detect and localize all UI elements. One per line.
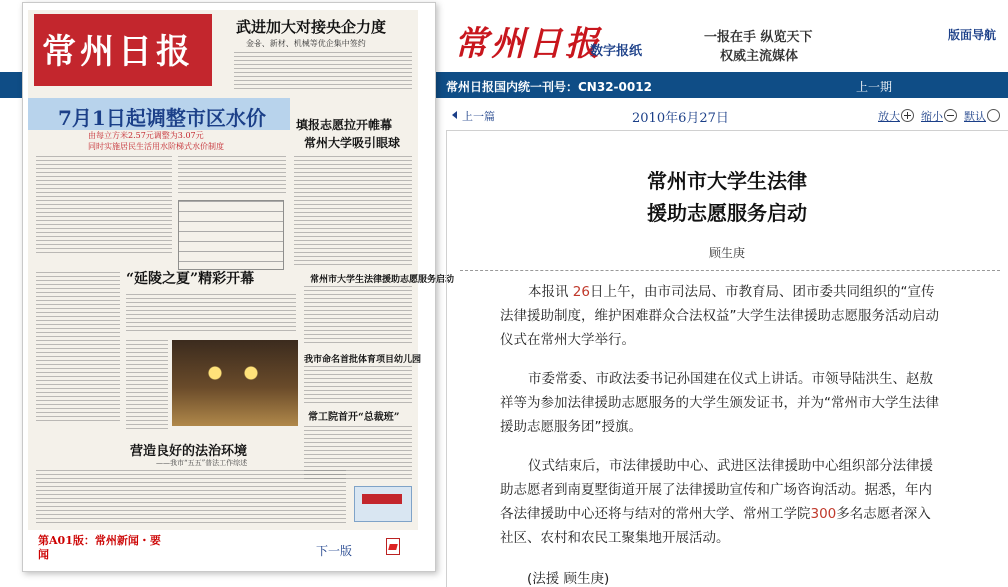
newspaper-page-image[interactable] [28,10,455,530]
thumb-text-column [36,470,346,524]
thumb-right-head3[interactable]: 常工院首开“总裁班” [308,412,400,423]
brand-subtitle: 数字报纸 [590,44,643,59]
thumb-mid-headline[interactable]: “延陵之夏”精彩开幕 [126,271,255,287]
thumb-top-sub: 金융、新材、机械等优企集中签约 [246,39,366,48]
article-author: 顾生庚 [708,246,745,260]
thumb-deck1: 由每立方米2.57元调整为3.07元 [88,131,204,140]
thumb-top-headline[interactable]: 武进加大对接央企力度 [236,18,387,36]
dashed-divider [460,270,1000,271]
layout-nav-link[interactable]: 版面导航 [948,28,997,42]
article-signature: (法援 顾生庚) [527,571,610,587]
thumb-photo-lights [188,358,278,388]
thumb-text-column [126,294,296,334]
thumb-text-column [126,340,168,430]
zoom-out-label: 缩小 [921,110,943,123]
pdf-icon[interactable] [386,538,400,555]
thumb-right-head1[interactable]: 常州市大学生法律援助志愿服务启动 [310,275,455,285]
thumb-side-head2[interactable]: 常州大学吸引眼球 [304,136,401,150]
slogan-line2: 权威主流媒体 [720,49,799,64]
article-paragraph-2 [500,367,940,439]
thumb-text-column [36,156,172,256]
prev-article-link[interactable]: 上一篇 [452,108,495,124]
thumb-text-column [304,366,412,404]
thumb-table [178,200,284,270]
prev-period-link[interactable]: 上一期 [856,80,893,94]
thumb-main-headline[interactable]: 7月1日起调整市区水价 [58,106,266,130]
para1-number: 26 [572,284,590,300]
para2-text: 市委常委、市政法委书记孙国建在仪式上讲话。市领导陆洪生、赵敖祥等为参加法律援助志愿服务的大学生颁发证书，并为“常州市大学生法律援助志愿服务团”授旗。 [500,371,939,435]
slogan-line1: 一报在手 纵览天下 [704,30,813,45]
thumb-side-head1[interactable]: 填报志愿拉开帷幕 [296,118,393,132]
zoom-in-label: 放大 [878,110,900,123]
thumb-legal-sub: ——我市“五五”普法工作综述 [156,459,248,467]
info-bar-left [0,72,24,98]
thumb-text-column [234,52,412,92]
para1-text: 日上午，由市司法局、市教育局、团市委共同组织的“宣传法律援助制度，维护困难群众合法权益”大学生法律援助志愿服务活动启动仪式在常州大学举行。 [500,284,939,348]
next-page-link[interactable]: 下一版 [316,544,353,558]
issn-text: 常州日报国内统一刊号：CN32-0012 [446,80,652,94]
zoom-default-label: 默认 [964,110,986,123]
article-title [446,165,1008,229]
thumb-ad-banner [362,494,402,504]
thumb-deck2: 同时实施居民生活用水阶梯式水价制度 [88,142,224,151]
article-title-line1: 常州市大学生法律 [647,169,807,193]
edition-label[interactable]: 第A01版：常州新闻・要闻 [38,534,161,561]
minus-icon [944,109,957,122]
publication-date: 2010年6月27日 [632,111,729,126]
brand-logo[interactable]: 常州日报 [454,24,602,64]
thumb-right-head2[interactable]: 我市命名首批体育项目幼儿园 [304,355,422,365]
para1-lead: 本报讯 [528,284,569,300]
para3-text: 仪式结束后，市法律援助中心、武进区法律援助中心组织部分法律援助志愿者到南夏墅街道开展了法律援助宣传和广场咨询活动。据悉，年内各法律援助中心还将与结对的常州大学、常州工学院 [500,458,933,522]
article-paragraph-3 [500,454,940,550]
zoom-out-button[interactable] [921,108,957,124]
thumb-legal-headline[interactable]: 营造良好的法治环境 [130,444,248,459]
para3-number: 300 [810,506,837,522]
para3-text-end: 多名志愿者深入社区、农村和农民工聚集地开展活动。 [500,506,931,546]
article-title-line2: 援助志愿服务启动 [647,201,807,225]
thumb-ad [354,486,412,522]
thumb-text-column [178,156,286,196]
thumb-text-column [36,272,120,422]
article-paragraph-1 [500,280,940,352]
thumb-text-column [304,286,412,346]
thumb-text-column [294,156,412,266]
circle-icon [987,109,1000,122]
zoom-default-button[interactable] [964,108,1000,124]
masthead-title: 常州日报 [42,32,194,72]
plus-icon [901,109,914,122]
zoom-in-button[interactable] [878,108,914,124]
